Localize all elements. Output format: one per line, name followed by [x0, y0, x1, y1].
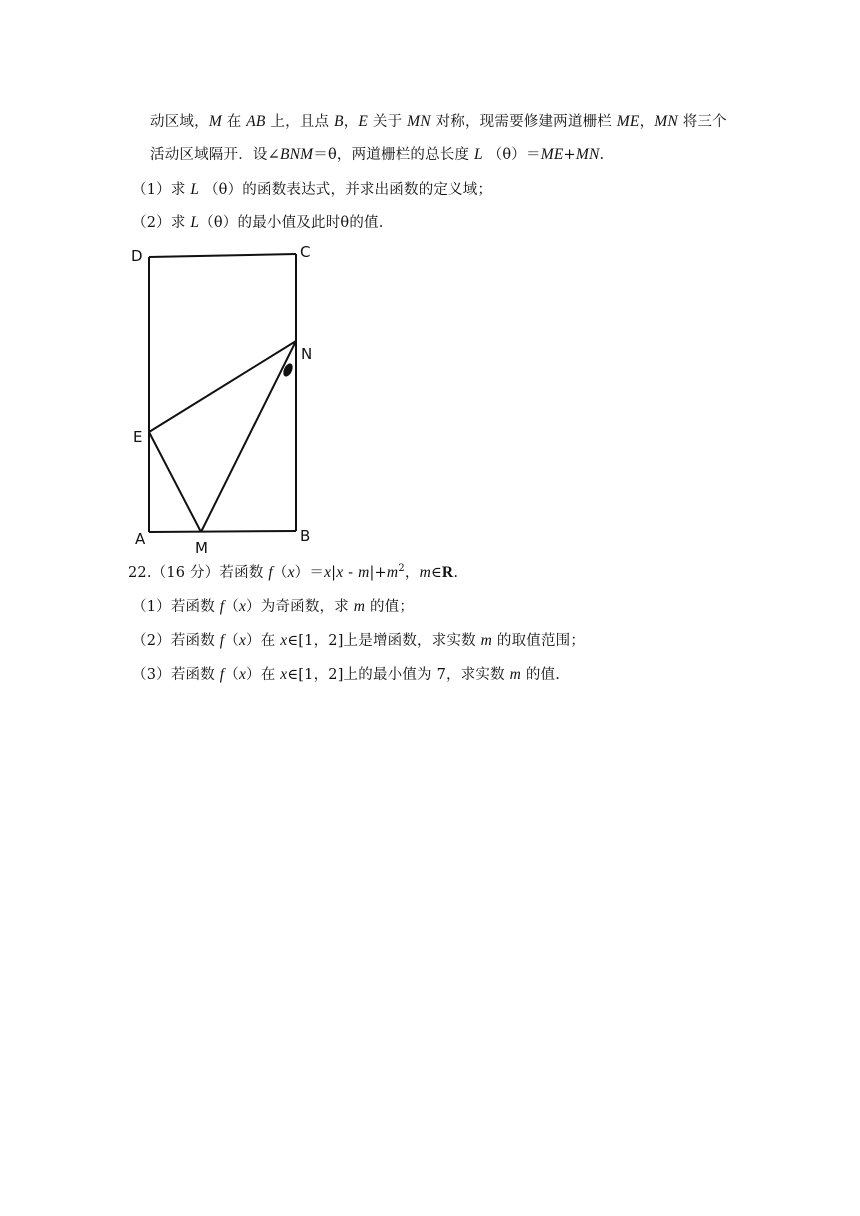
- label-n: N: [301, 345, 313, 363]
- rectangle-fence-figure: [128, 240, 338, 556]
- label-a: A: [135, 530, 146, 548]
- segment-ab: [149, 531, 296, 532]
- label-d: D: [131, 247, 143, 265]
- q21-statement-line-2: 活动区域隔开．设∠BNM＝θ，两道栅栏的总长度 L （θ）＝ME+MN.: [150, 146, 605, 163]
- segment-dc: [149, 254, 296, 257]
- label-b: B: [300, 527, 311, 545]
- q21-part-1: （1）求 L （θ）的函数表达式，并求出函数的定义域；: [132, 181, 493, 198]
- segment-me: [149, 432, 201, 532]
- q21-part-2: （2）求 L（θ）的最小值及此时θ的值.: [132, 214, 384, 231]
- label-c: C: [300, 243, 311, 261]
- q22-part-3: （3）若函数 f（x）在 x∈[1，2]上的最小值为 7，求实数 m 的值.: [132, 666, 561, 683]
- label-e: E: [133, 428, 143, 446]
- q22-statement: 22.（16 分）若函数 f（x）＝x|x ‑ $m|+m^2$，m∈R.: [128, 563, 459, 581]
- q22-part-2: （2）若函数 f（x）在 x∈[1，2]上是增函数，求实数 m 的取值范围；: [132, 632, 586, 649]
- q21-statement-line-1: 动区域，M 在 AB 上，且点 B，E 关于 MN 对称，现需要修建两道栅栏 ME，MN 将三个: [150, 113, 727, 130]
- label-m: M: [195, 539, 208, 556]
- q22-part-1: （1）若函数 f（x）为奇函数，求 m 的值；: [132, 598, 415, 615]
